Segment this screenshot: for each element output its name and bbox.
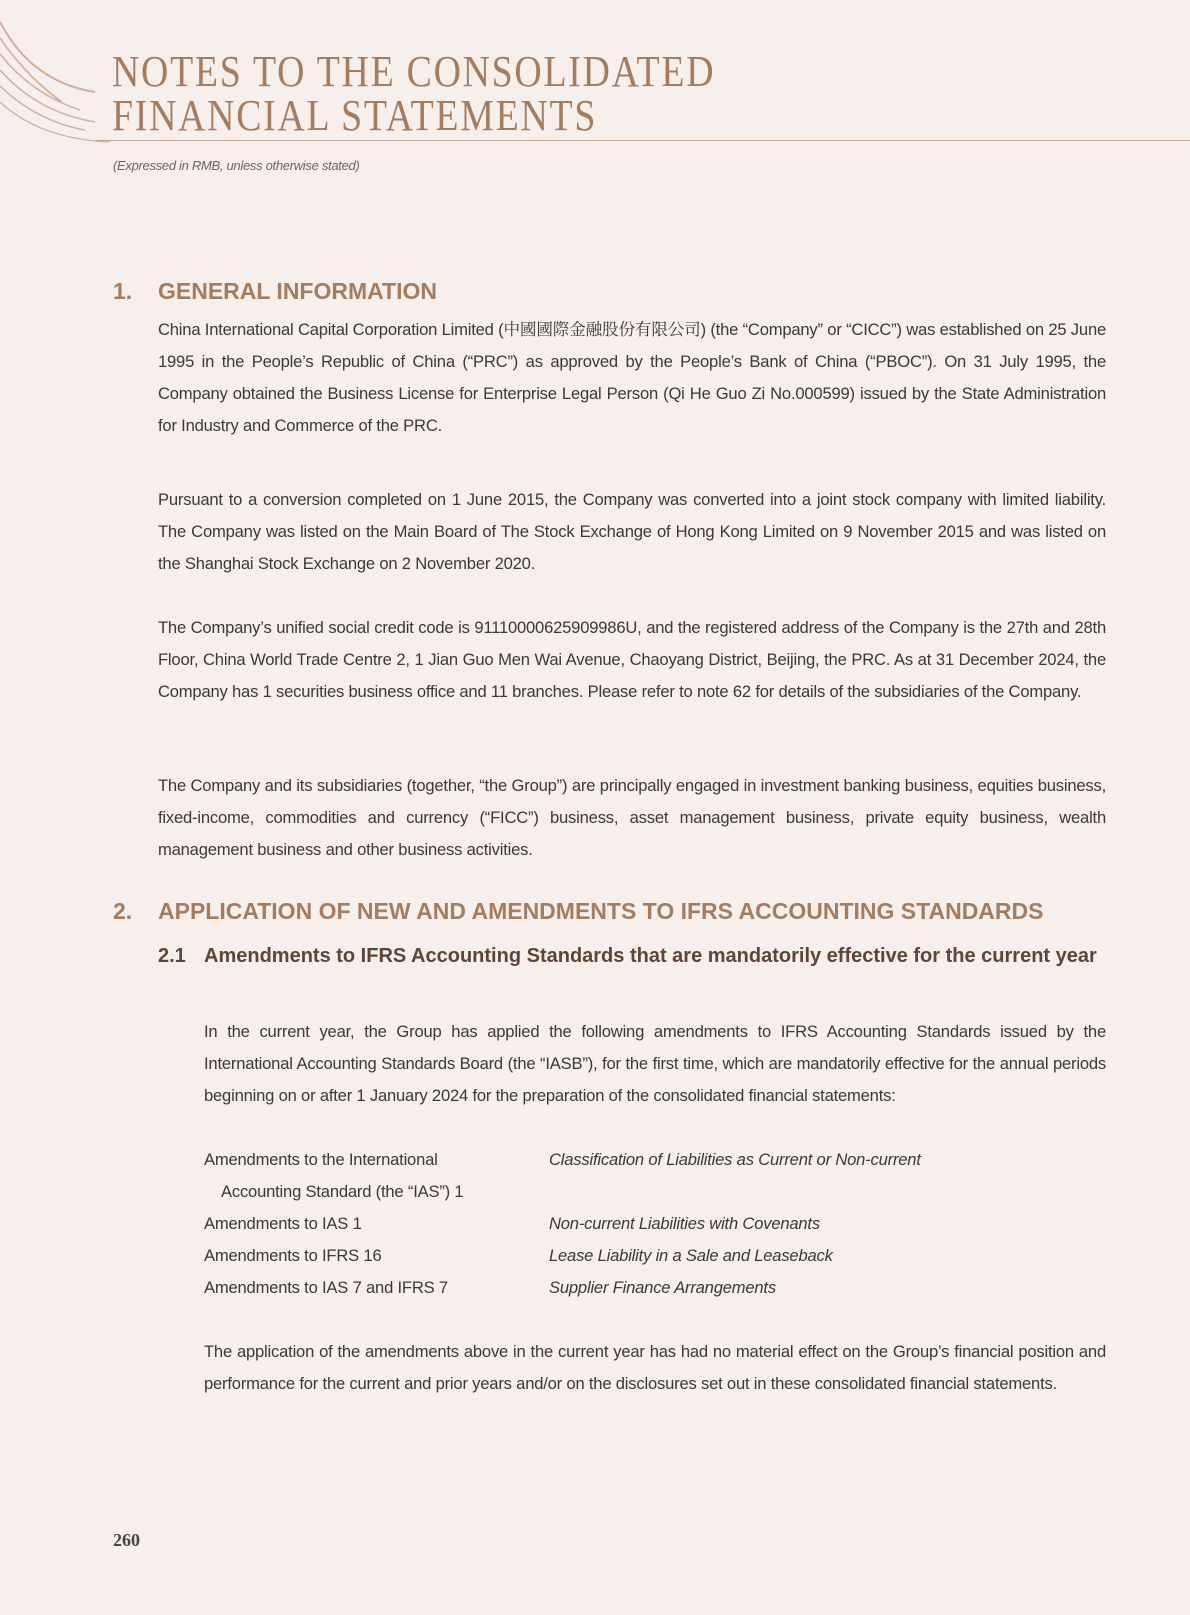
- section-heading-ifrs-amendments: [113, 898, 1043, 925]
- decorative-swoosh-icon: [0, 20, 110, 145]
- subsection-number: 2.1: [158, 945, 186, 967]
- page-number: 260: [113, 1530, 140, 1550]
- paragraph-amendments-intro: In the current year, the Group has applied the following amendments to IFRS Accounting Standards issued by the International Accounting Standards Board (the “IASB”), for the first time, which are mandatorily effective for the annual periods beginning on or after 1 January 2024 for the preparation of the consolidated financial statements:: [204, 1022, 1106, 1105]
- table-row: [204, 1272, 1104, 1304]
- standard-name: Amendments to the International: [204, 1150, 438, 1169]
- standard-name: Amendments to IAS 1: [204, 1214, 362, 1233]
- amendment-title: Classification of Liabilities as Current or Non-current: [549, 1150, 921, 1169]
- amendment-title: Lease Liability in a Sale and Leaseback: [549, 1246, 833, 1265]
- section-number: 1.: [113, 278, 133, 304]
- section-title: GENERAL INFORMATION: [158, 278, 437, 304]
- table-row-continuation: [204, 1176, 1104, 1208]
- subsection-title: Amendments to IFRS Accounting Standards that are mandatorily effective for the current year: [204, 945, 1097, 967]
- table-row: [204, 1208, 1104, 1240]
- page-title-line1: NOTES TO THE CONSOLIDATED: [112, 47, 716, 96]
- amendment-title: Non-current Liabilities with Covenants: [549, 1214, 820, 1233]
- paragraph-conversion-listing: Pursuant to a conversion completed on 1 June 2015, the Company was converted into a joint stock company with limited liability. The Company was listed on the Main Board of The Stock Exchange of Hong Kong Limited on 9 November 2015 and was listed on the Shanghai Stock Exchange on 2 November 2020.: [158, 490, 1106, 573]
- paragraph-amendments-conclusion: The application of the amendments above in the current year has had no material effect on the Group’s financial position and performance for the current and prior years and/or on the disclosures set out in these consolidated financial statements.: [204, 1342, 1106, 1393]
- paragraph-principal-activities: The Company and its subsidiaries (together, “the Group”) are principally engaged in investment banking business, equities business, fixed-income, commodities and currency (“FICC”) business, asset management business, private equity business, wealth management business and other business activities.: [158, 776, 1106, 859]
- standard-name: Amendments to IFRS 16: [204, 1246, 382, 1265]
- table-row: [204, 1144, 1104, 1176]
- section-heading-general-information: [113, 278, 437, 305]
- page-title: [112, 47, 716, 140]
- page-title-line2: FINANCIAL STATEMENTS: [112, 91, 598, 140]
- section-number: 2.: [113, 898, 133, 924]
- currency-note: (Expressed in RMB, unless otherwise stated): [113, 158, 360, 173]
- header-divider: [95, 140, 1190, 141]
- paragraph-company-establishment: China International Capital Corporation Limited (中國國際金融股份有限公司) (the “Company” or “CICC”) was established on 25 June 1995 in the People’s Republic of China (“PRC”) as approved by the People’s Bank of China (“PBOC”). On 31 July 1995, the Company obtained the Business License for Enterprise Legal Person (Qi He Guo Zi No.000599) issued by the State Administration for Industry and Commerce of the PRC.: [158, 320, 1106, 435]
- subsection-heading-2-1: [158, 940, 1106, 972]
- paragraph-registered-address: The Company’s unified social credit code is 91110000625909986U, and the registered address of the Company is the 27th and 28th Floor, China World Trade Centre 2, 1 Jian Guo Men Wai Avenue, Chaoyang District, Beijing, the PRC. As at 31 December 2024, the Company has 1 securities business office and 11 branches. Please refer to note 62 for details of the subsidiaries of the Company.: [158, 618, 1106, 701]
- section-title: APPLICATION OF NEW AND AMENDMENTS TO IFRS ACCOUNTING STANDARDS: [158, 898, 1044, 924]
- standard-name-continued: Accounting Standard (the “IAS”) 1: [221, 1182, 464, 1201]
- amendment-title: Supplier Finance Arrangements: [549, 1278, 776, 1297]
- amendments-table: [204, 1144, 1104, 1304]
- standard-name: Amendments to IAS 7 and IFRS 7: [204, 1278, 448, 1297]
- table-row: [204, 1240, 1104, 1272]
